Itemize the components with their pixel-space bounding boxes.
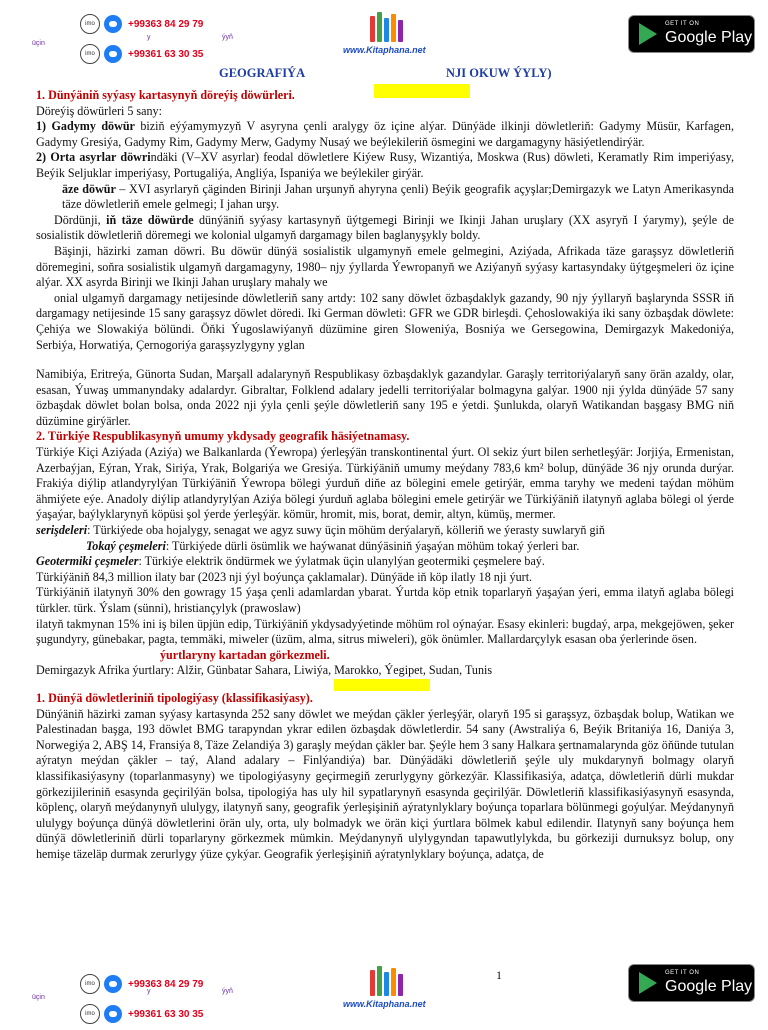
paragraph: onial ulgamyň dargamagy netijesinde döwletleriň sany artdy: 102 sany döwlet özbaşdaklyk gazandy, 90 njy ýyllaryň başlarynda SSSR iň dargamagy netijesinde 15 sany garaşsyz döwlet döredi. Iki German döwleti: GFR we GDR birleşdi. Çehoslowakiýa iki sany özbaşdak döwlete: Çehiýa we Slowakiýa bölündi. Öňki Ýugoslawiýanyň düzümine giren Sloweniýa, Bosniýa we Gersegowina, Demirgazyk Makedoniýa, Serbiýa, Horwatiýa, Çernogoriýa garaşsyzlygyny yglan bbox=[36, 290, 734, 352]
tiny-label-right: ýyň bbox=[222, 34, 233, 41]
section-3-heading: 1. Dünýä döwletleriniň tipologiýasy (klassifikasiýasy). bbox=[36, 690, 313, 705]
contact-row-2 bbox=[80, 44, 203, 64]
books-logo-icon bbox=[370, 966, 406, 996]
paragraph: Dünýäniň häzirki zaman syýasy kartasynda 252 sany döwlet we meýdan çäkler ýerleşýär, olaryň 195 si garaşsyz, özbaşdak bolup, Watikan we Palestinadan başga, 193 döwlet BMG tarapyndan ykrar edilen özbaşdak döwletlerdir. 54 sany (Awstraliýa 6, Beýik Britaniýa 16, Daniýa 3, Norwegiýa 2, ABŞ 14, Fransiýa 8, Täze Zelandiýa 3) garaşly meýdan çäkler bar. Şeýle hem 3 sany Halkara şertnamalarynda göz öňünde tutulan aýratyn meýdan çäkler – taý, Aland adalary – Finlýandiýa) bar. Dünýädäki döwletleriň şeýle uly mukdarynyň bolmagy olaryň klassifikasiýasyny (toparlanmasyny) we tipologiýasyny geçirmegiň zerurlygyny görkezýär. Klassifikasiýa, adatça, döwletleriň dürli mukdar görkezijileriniň esasynda geçirilýän bolsa, tipologiýa has uly hil sypatlarynyň esasynda geçirilýär. Döwletleriň klassifikasiýasynyň esasynda, köplenç, olaryň meýdanynyň ululygy, ilatynyň sany, geografik ýerleşişiniň aýratynlyklary boýunça toparlara bölünmegi goýulýar. Meýdanynyň ululygy boýunça dünýä döwletlerini örän uly, orta, uly bolmadyk we örän kiçi ýurtlara bölmek kabul edilendir. Ilatynyň sany boýunça hem dünýä döwletleriniň dürli toparlaryny görkezmek mümkin. Meýdanynyň ulylygyndan tapawutlylykda, bu görkeziji durnuksyz bolup, ony hemişe täzeläp durmak zerurlygy ýüze çykýar. Geografik ýerleşişiniň aýratynlyklary boýunça, adatça, de bbox=[36, 706, 734, 861]
highlight-bar bbox=[334, 679, 430, 691]
imo-icon[interactable]: imo bbox=[80, 974, 100, 994]
paragraph: Dördünji, iň täze döwürde dünýäniň syýasy kartasynyň üýtgemegi Birinji we Ikinji Jahan uruşlary (XX asyryň I ýarymy), şeýle de sosialistik döwletleriň döremegi we kolonial ulgamyň dargamagy bilen baglanyşykly boldy. bbox=[36, 212, 735, 243]
paragraph: Döreýiş döwürleri 5 sany: bbox=[36, 103, 162, 118]
gplay-big-text: Google Play bbox=[665, 978, 753, 995]
title-right: NJI OKUW ÝYLY) bbox=[446, 66, 552, 80]
section-1-heading: 1. Dünýäniň syýasy kartasynyň döreýiş döwürleri. bbox=[36, 88, 295, 102]
paragraph: Türkiýäniň 84,3 million ilaty bar (2023 nji ýyl boýunça çaklamalar). Dünýäde iň köp ilatly 18 nji ýurt. bbox=[36, 569, 533, 584]
paragraph: ilatyň takmynan 15% ini iş bilen üpjün edip, Türkiýäniň ykdysadyýetinde möhüm rol oýnaýar. Esasy ekinleri: bugdaý, arpa, mekgejöwen, şeker şugundyry, günebakar, pagta, temmäki, miweler (üzüm, alma, sitrus miweleri), gök önümler. Mallardarçylyk esasan oba ýerlerinde ösen. bbox=[36, 616, 734, 647]
phone-number-2[interactable]: +99361 63 30 35 bbox=[128, 1008, 204, 1020]
title-highlight bbox=[374, 84, 470, 98]
messenger-icon[interactable] bbox=[104, 1005, 122, 1023]
tiny-label-mid: y bbox=[147, 988, 151, 995]
contact-row-2 bbox=[80, 1004, 203, 1024]
page-number: 1 bbox=[496, 968, 502, 982]
paragraph: Tokaý çeşmeleri: Türkiýede dürli ösümlik we haýwanat dünýäsiniň ýaşaýan möhüm tokaý ýerleri bar. bbox=[86, 538, 580, 553]
contact-row-1 bbox=[80, 14, 203, 34]
paragraph: Türkiýe Kiçi Aziýada (Aziýa) we Balkanlarda (Ýewropa) ýerleşýän transkontinental ýurt. Ol sekiz ýurt bilen serhetleşýär: Jorjiýa, Ermenistan, Azerbaýjan, Eýran, Yrak, Siriýa, Yrak, Bolgariýa we Gresiýa. Türkiýäniň umumy meýdany 783,6 km² bolup, dünýäde 36 njy orunda durýar. Frakiýa diýlip atlandyrylýan Türkiýäniň Ýewropa bölegi ýurduň diňe az bölegini emele getirýär, emma taryhy we medeni taýdan möhüm ähmiýete eýe. Anadoly diýlip atlandyrylýan Aziýa bölegi ýurduň aglaba bölegini emele getirýär we Türkiýäniň ilatynyň aglaba bölegi ol ýerde ýaşaýar, baýlyklarynyň köpüsi şol ýerde ýerleşýär. kömür, hromit, mis, borat, demir, altyn, kümüş, mermer. bbox=[36, 445, 734, 522]
books-logo-icon bbox=[370, 12, 406, 42]
paragraph: äze döwür – XVI asyrlaryň çäginden Birinji Jahan urşunyň ahyryna çenli) Beýik geografik açyşlar;Demirgazyk we Latyn Amerikasynda täze döwletleriň emele gelmegi; I jahan urşy. bbox=[62, 181, 734, 212]
paragraph: Namibiýa, Eritreýa, Günorta Sudan, Marşall adalarynyň Respublikasy özbaşdaklyk gazandylar. Garaşly territoriýalaryň sany örän azaldy, olar, esasan, Ýuwaş ummanyndaky adalardyr. Gibraltar, Folklend adalary jedelli territoriýalar bolmagyna galýar. 1900 nji ýylda dünýäde 57 sany özbaşdak döwlet bolan bolsa, onda 2022 nji ýyla çenli şeýle döwletleriň sany 195 e ýetdi. Şunlukda, olaryň Watikandan başgasy BMG niň düzümine girýärler. bbox=[36, 367, 734, 428]
play-store-icon bbox=[639, 972, 657, 994]
imo-icon[interactable]: imo bbox=[80, 44, 100, 64]
paragraph: 1) Gadymy döwür biziň eýýamymyzyň V asyryna çenli aralygy öz içine alýar. Dünýäde ilkinji döwletleriň: Gadymy Müsür, Karfagen, Gadymy Gresiýa, Gadymy Rim, Gadymy Merw, Gadymy Nusaý we beýlekileriň ösmegini we dargamagyny häsiýetlendirýär. bbox=[36, 119, 734, 149]
gplay-small-text: GET IT ON bbox=[665, 21, 700, 27]
gplay-big-text: Google Play bbox=[665, 29, 753, 46]
paragraph: Türkiýäniň ilatynyň 30% den gowragy 15 ýaşa çenli adamlardan ybarat. Ýurtda köp etnik toparlaryň ýaşaýan ýeri, emma ilatyň aglaba bölegi türkler. türk. Ýslam (sünni), hristiançylyk (prawoslaw) bbox=[36, 585, 734, 615]
messenger-icon[interactable] bbox=[104, 45, 122, 63]
site-link[interactable]: www.Kitaphana.net bbox=[343, 45, 426, 55]
imo-icon[interactable]: imo bbox=[80, 1004, 100, 1024]
google-play-badge[interactable] bbox=[628, 964, 755, 1002]
phone-number-1[interactable]: +99363 84 29 79 bbox=[128, 18, 204, 30]
page-footer bbox=[0, 960, 768, 1030]
document-body bbox=[36, 64, 734, 863]
paragraph: Bäşinji, häzirki zaman döwri. Bu döwür dünýä sosialistik ulgamynyň emele gelmegini, Aziýada, Afrikada täze garaşsyz döwletleriň döremegini, soňra sosialistik ulgamyň dargamagyny, 1980– njy ýyllarda Ýewropanyň we Aziýanyň syýasy kartasyndaky üýtgeşmeleri öz içine alýar. XX asyrda Birinji we Ikinji Jahan uruşlary mahaly we bbox=[36, 243, 734, 290]
tiny-label-left: üçin bbox=[32, 40, 45, 47]
tiny-label-right: ýyň bbox=[222, 988, 233, 995]
tiny-label-mid: y bbox=[147, 34, 151, 41]
page-header bbox=[0, 0, 768, 70]
contact-row-1 bbox=[80, 974, 203, 994]
section-2-heading: 2. Türkiýe Respublikasynyň umumy ykdysady geografik häsiýetnamasy. bbox=[36, 429, 410, 444]
page-title bbox=[36, 66, 734, 82]
paragraph: 2) Orta asyrlar döwrindäki (V–XV asyrlar) feodal döwletlere Kiýew Rusy, Wizantiýa, Moskwa (Rus) döwleti, Keramatly Rim imperiýasy, Beýik Seljuklar imperiýasy, Portugaliýa, Angliýa, Ispaniýa we beýlekiler girýär. bbox=[36, 150, 735, 180]
messenger-icon[interactable] bbox=[104, 975, 122, 993]
gplay-small-text: GET IT ON bbox=[665, 970, 700, 976]
paragraph: Demirgazyk Afrika ýurtlary: Alžir, Günbatar Sahara, Liwiýa, Marokko, Ýegipet, Sudan, Tunis bbox=[36, 663, 493, 678]
site-link[interactable]: www.Kitaphana.net bbox=[343, 999, 426, 1009]
map-task: ýurtlaryny kartadan görkezmeli. bbox=[160, 647, 330, 662]
title-left: GEOGRAFIÝA bbox=[219, 66, 306, 80]
paragraph: Geotermiki çeşmeler: Türkiýe elektrik öndürmek we ýylatmak üçin ulanylýan geotermiki çeşmelere baý. bbox=[36, 554, 545, 569]
google-play-badge[interactable] bbox=[628, 15, 755, 53]
phone-number-1[interactable]: +99363 84 29 79 bbox=[128, 978, 204, 990]
imo-icon[interactable]: imo bbox=[80, 14, 100, 34]
phone-number-2[interactable]: +99361 63 30 35 bbox=[128, 48, 204, 60]
messenger-icon[interactable] bbox=[104, 15, 122, 33]
play-store-icon bbox=[639, 23, 657, 45]
paragraph: serişdeleri: Türkiýede oba hojalygy, senagat we agyz suwy üçin möhüm derýalaryň, kölleriň we ýerasty suwlaryň giň bbox=[36, 523, 605, 538]
tiny-label-left: üçin bbox=[32, 994, 45, 1001]
